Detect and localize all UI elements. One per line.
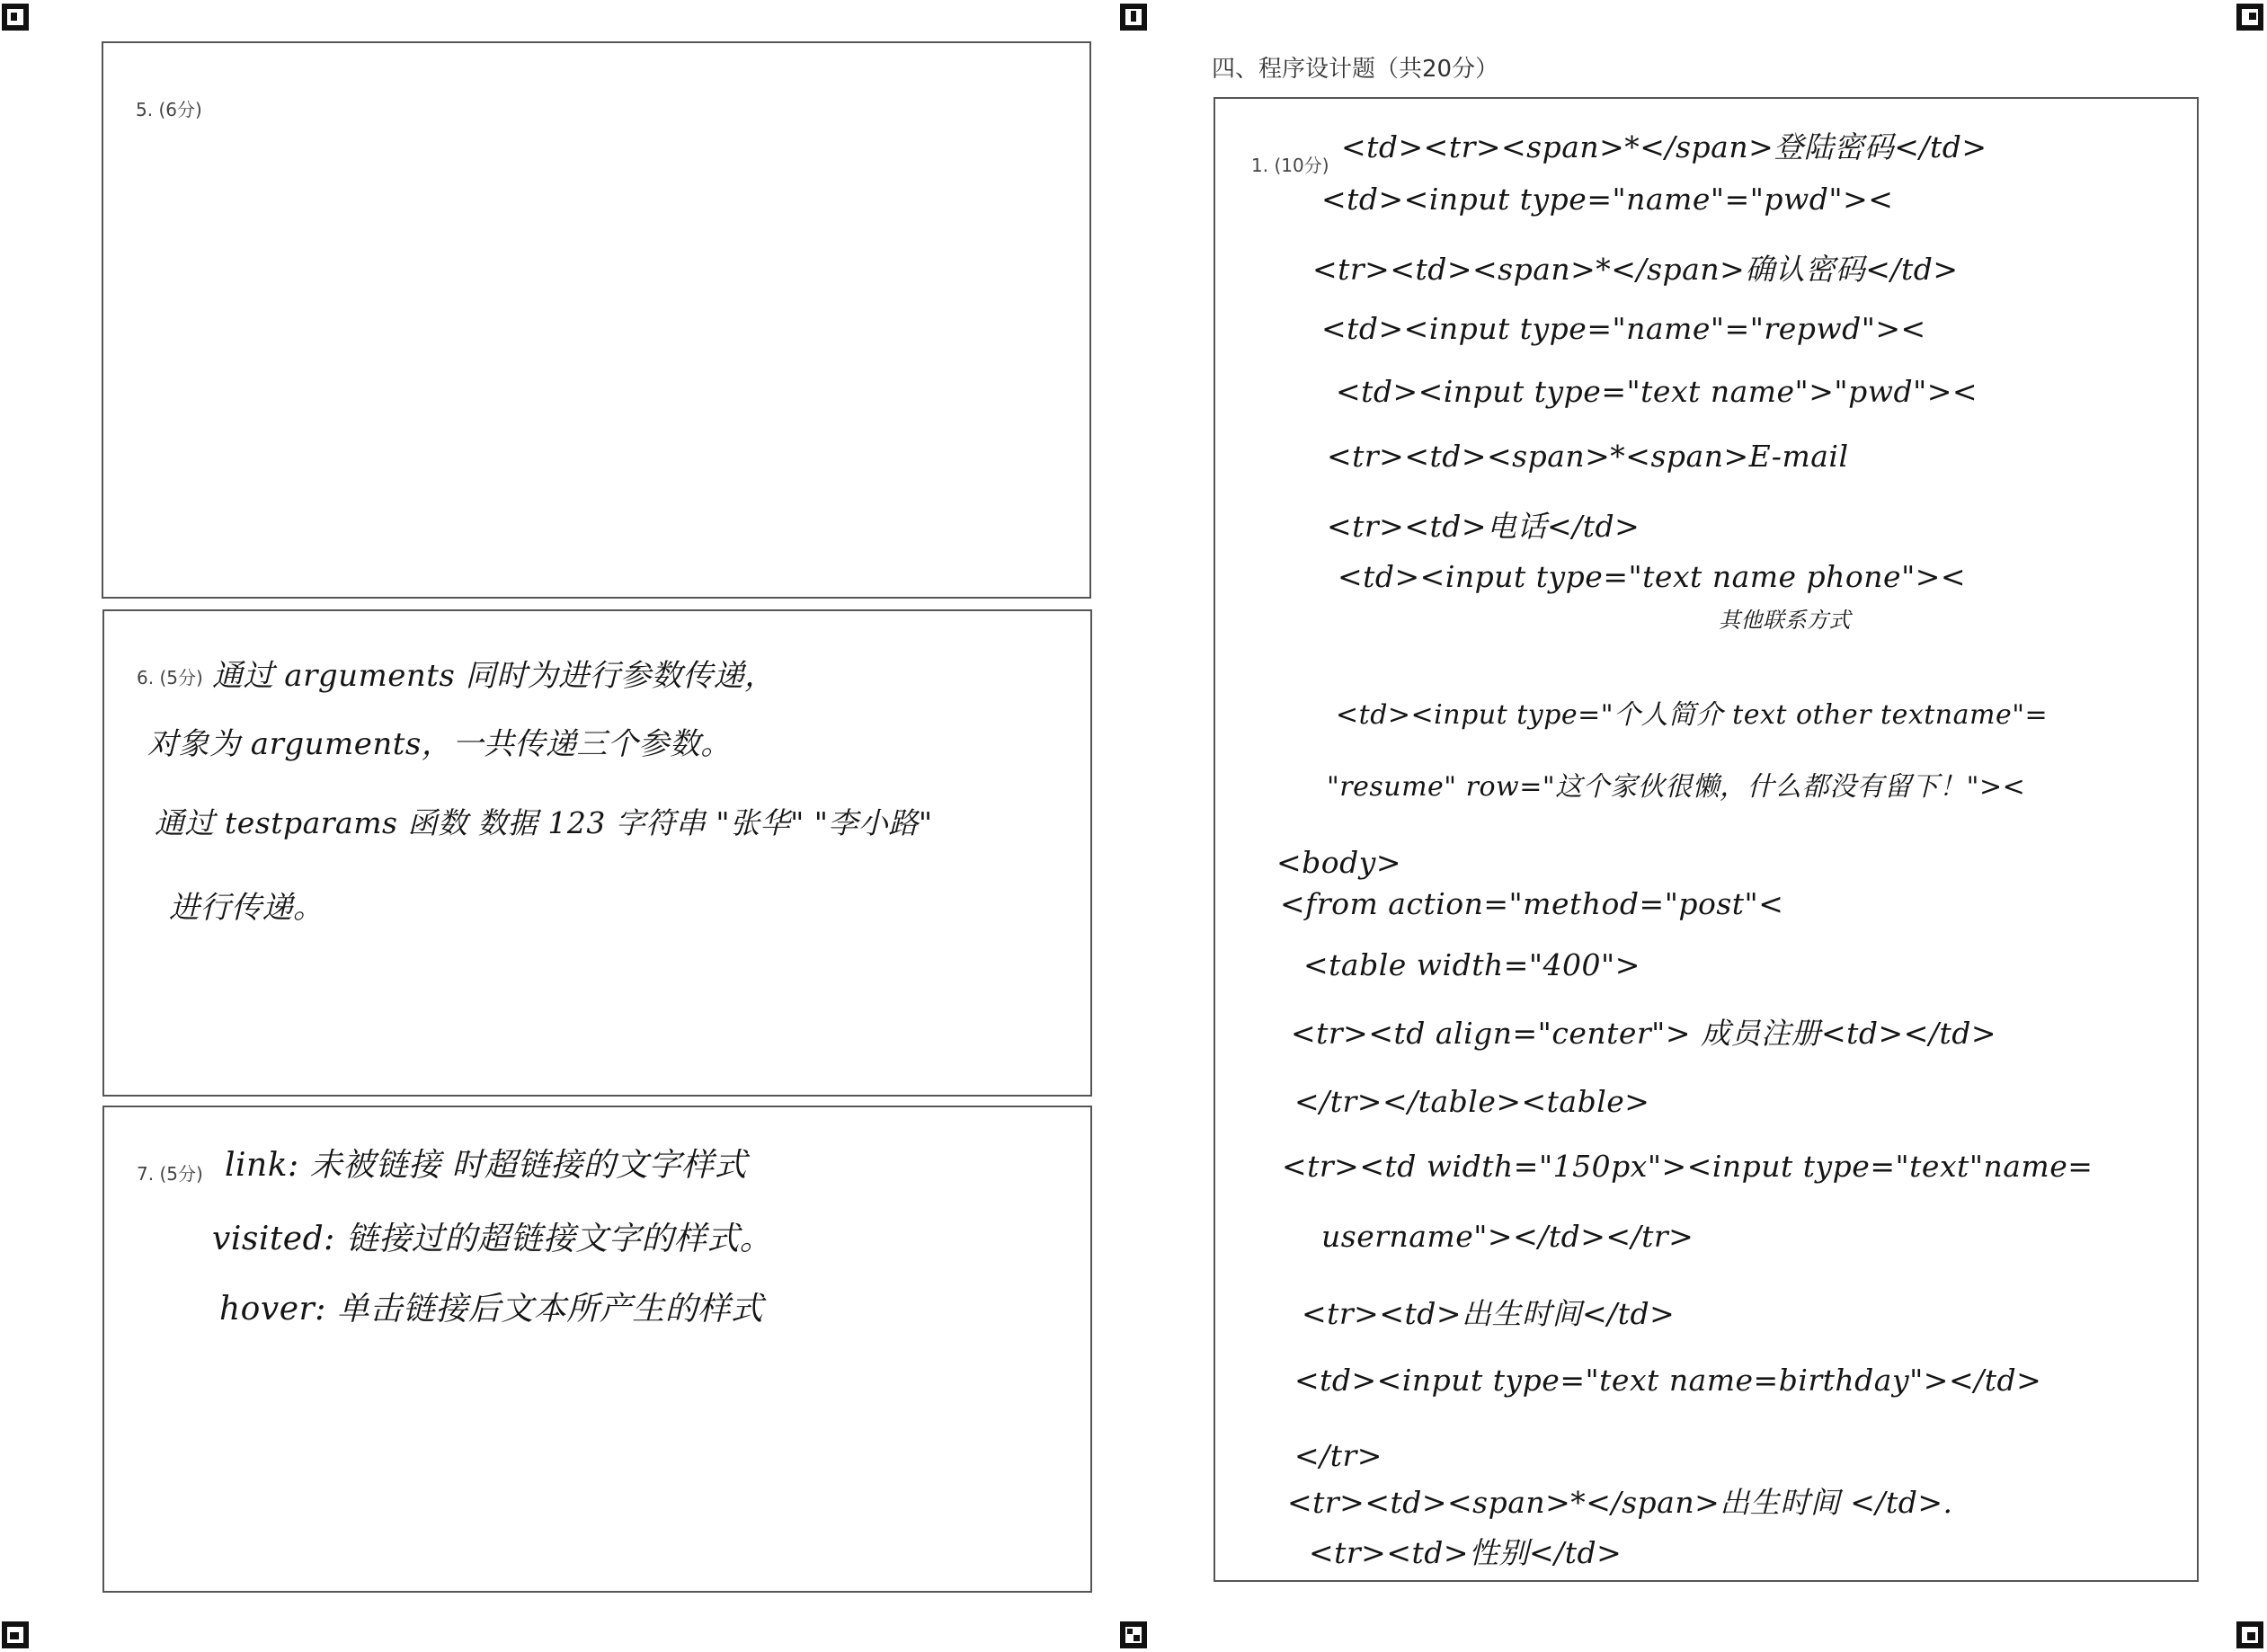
- answer-line: <tr><td><span>*</span>出生时间 </td>.: [1287, 1485, 1953, 1520]
- question-1-label: 1. (10分): [1251, 155, 1329, 176]
- answer-line: <td><tr><span>*</span>登陆密码</td>: [1341, 129, 1987, 164]
- question-5-label: 5. (6分): [136, 99, 202, 120]
- answer-line: 通过 arguments 同时为进行参数传递，: [212, 658, 776, 694]
- answer-line: <table width="400">: [1303, 947, 1640, 982]
- question-5-box: [102, 41, 1091, 599]
- answer-line: link: 未被链接 时超链接的文字样式: [225, 1147, 748, 1184]
- answer-line: <tr><td>性别</td>: [1309, 1535, 1622, 1570]
- answer-line: 进行传递。: [169, 890, 324, 926]
- answer-line: <td><input type="text name=birthday"></td>: [1294, 1363, 2042, 1398]
- question-7-label: 7. (5分): [137, 1163, 203, 1185]
- answer-line: hover: 单击链接后文本所产生的样式: [219, 1291, 764, 1328]
- question-1-box: [1214, 97, 2199, 1582]
- registration-marker-icon: [1120, 4, 1147, 31]
- registration-marker-icon: [2236, 1621, 2263, 1648]
- answer-line: <td><input type="name"="repwd"><: [1321, 311, 1926, 346]
- answer-line: <body>: [1276, 845, 1402, 880]
- answer-line: <tr><td>电话</td>: [1327, 509, 1640, 544]
- answer-line: <td><input type="text name">"pwd"><: [1336, 374, 1978, 409]
- answer-line: 其他联系方式: [1719, 608, 1851, 633]
- answer-line: <tr><td>出生时间</td>: [1302, 1296, 1676, 1331]
- answer-line: <td><input type="个人简介 text other textname"=: [1336, 699, 2049, 731]
- answer-line: <td><input type="text name phone"><: [1338, 559, 1967, 594]
- answer-line: </tr>: [1294, 1438, 1382, 1473]
- answer-line: username"></td></tr>: [1321, 1219, 1694, 1254]
- answer-line: </tr></table><table>: [1294, 1084, 1650, 1119]
- section-title: 四、程序设计题（共20分）: [1212, 56, 1499, 83]
- registration-marker-icon: [2, 4, 29, 31]
- answer-line: <tr><td align="center"> 成员注册<td></td>: [1291, 1016, 1996, 1051]
- registration-marker-icon: [1120, 1621, 1147, 1648]
- registration-marker-icon: [2236, 4, 2263, 31]
- question-7-box: [102, 1106, 1092, 1593]
- answer-line: "resume" row="这个家伙很懒，什么都没有留下！"><: [1327, 771, 2026, 803]
- answer-line: <tr><td width="150px"><input type="text"name=: [1282, 1149, 2094, 1184]
- registration-marker-icon: [2, 1621, 29, 1648]
- question-6-box: [102, 609, 1092, 1097]
- answer-line: 通过 testparams 函数 数据 123 字符串 "张华" "李小路": [155, 805, 933, 840]
- answer-line: 对象为 arguments，一共传递三个参数。: [147, 726, 732, 762]
- answer-line: <tr><td><span>*<span>E-mail: [1327, 439, 1849, 474]
- answer-line: <td><input type="name"="pwd"><: [1321, 182, 1894, 217]
- answer-line: <from action="method="post"<: [1280, 886, 1784, 921]
- question-6-label: 6. (5分): [137, 667, 203, 688]
- answer-line: <tr><td><span>*</span>确认密码</td>: [1312, 252, 1959, 287]
- answer-line: visited: 链接过的超链接文字的样式。: [212, 1221, 773, 1257]
